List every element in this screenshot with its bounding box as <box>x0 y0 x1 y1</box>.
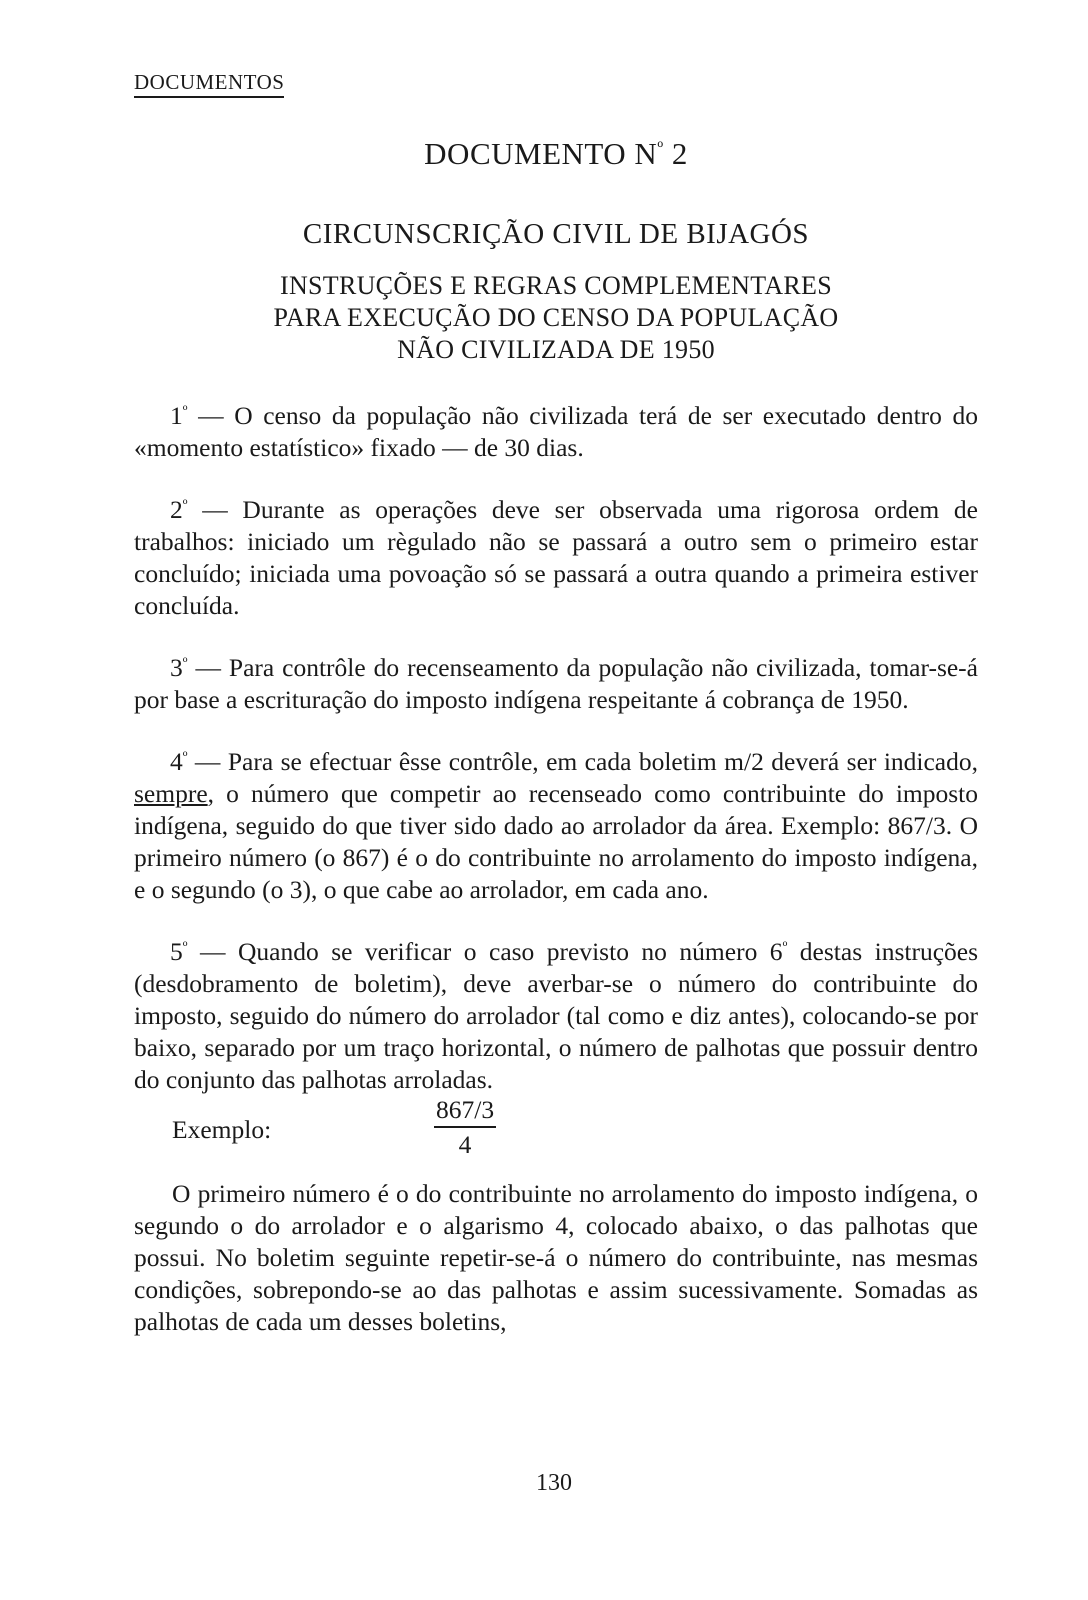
instructions-body <box>134 400 978 1338</box>
paragraph-ordinal: º <box>182 496 188 514</box>
paragraph-text: destas instruções (desdobramento de boletim), deve averbar-se o número do contribuinte do imposto, seguido do número do arrolador (tal como e diz antes), colocando-se por baixo, separado por um traço horizontal, o número de palhotas que possuir dentro do conjunto das palhotas arroladas. <box>134 937 978 1094</box>
page-number: 130 <box>536 1470 572 1496</box>
paragraph-text: — Quando se verificar o caso previsto no número 6 <box>187 937 783 966</box>
paragraph-1 <box>134 400 978 464</box>
instructions-heading <box>0 270 1088 366</box>
paragraph-number: 4 <box>170 747 183 776</box>
heading-line: NÃO CIVILIZADA DE 1950 <box>397 335 715 364</box>
paragraph-ordinal: º <box>182 748 188 766</box>
fraction-numerator: 867/3 <box>434 1094 496 1128</box>
example-fraction-block <box>134 1094 978 1178</box>
paragraph-ordinal: º <box>182 402 188 420</box>
paragraph-ordinal: º <box>182 654 188 672</box>
heading-line: PARA EXECUÇÃO DO CENSO DA POPULAÇÃO <box>273 303 839 332</box>
heading-line: INSTRUÇÕES E REGRAS COMPLEMENTARES <box>279 271 832 300</box>
paragraph-text: — Para contrôle do recenseamento da população não civilizada, tomar-se-á por base a escrituração do imposto indígena respeitante á cobrança de 1950. <box>134 653 978 714</box>
paragraph-number: 5 <box>170 937 183 966</box>
paragraph-5 <box>134 936 978 1096</box>
document-title-ordinal: º <box>657 137 664 159</box>
paragraph-number: 1 <box>170 401 183 430</box>
paragraph-ordinal: º <box>182 938 188 956</box>
running-head: DOCUMENTOS <box>134 70 284 98</box>
paragraph-number: 3 <box>170 653 183 682</box>
fraction-denominator: 4 <box>458 1130 472 1159</box>
paragraph-number: 2 <box>170 495 183 524</box>
example-label: Exemplo: <box>172 1115 272 1144</box>
document-title <box>0 136 1088 172</box>
paragraph-4 <box>134 746 978 906</box>
document-title-text: DOCUMENTO N <box>424 136 658 171</box>
closing-paragraph: O primeiro número é o do contribuinte no arrolamento do imposto indígena, o segundo o do arrolador e o algarismo 4, colocado abaixo, o das palhotas que possui. No boletim seguinte repetir-se-á o número do contribuinte, nas mesmas condições, sobrepondo-se ao das palhotas e assim sucessivamente. Somadas as palhotas de cada um desses boletins, <box>134 1179 978 1336</box>
example-fraction <box>434 1094 496 1162</box>
paragraph-text: — O censo da população não civilizada terá de ser executado dentro do «momento estatístico» fixado — de 30 dias. <box>134 401 978 462</box>
underlined-word: sempre <box>134 779 208 808</box>
paragraph-3 <box>134 652 978 716</box>
inline-ordinal: º <box>782 938 788 956</box>
paragraph-text: — Para se efectuar êsse contrôle, em cada boletim m/2 deverá ser indicado, <box>187 747 978 776</box>
circumscription-subtitle: CIRCUNSCRIÇÃO CIVIL DE BIJAGÓS <box>302 218 810 250</box>
paragraph-text: , o número que competir ao recenseado como contribuinte do imposto indígena, seguido do que tiver sido dado ao arrolador da área. Exemplo: 867/3. O primeiro número (o 867) é o do contribuinte no arrolamento do imposto indígena, e o segundo (o 3), o que cabe ao arrolador, em cada ano. <box>134 779 978 904</box>
document-title-number: 2 <box>671 136 688 171</box>
paragraph-2 <box>134 494 978 622</box>
paragraph-text: — Durante as operações deve ser observada uma rigorosa ordem de trabalhos: iniciado um règulado não se passará a outro sem o primeiro estar concluído; iniciada uma povoação só se passará a outra quando a primeira estiver concluída. <box>134 495 978 620</box>
